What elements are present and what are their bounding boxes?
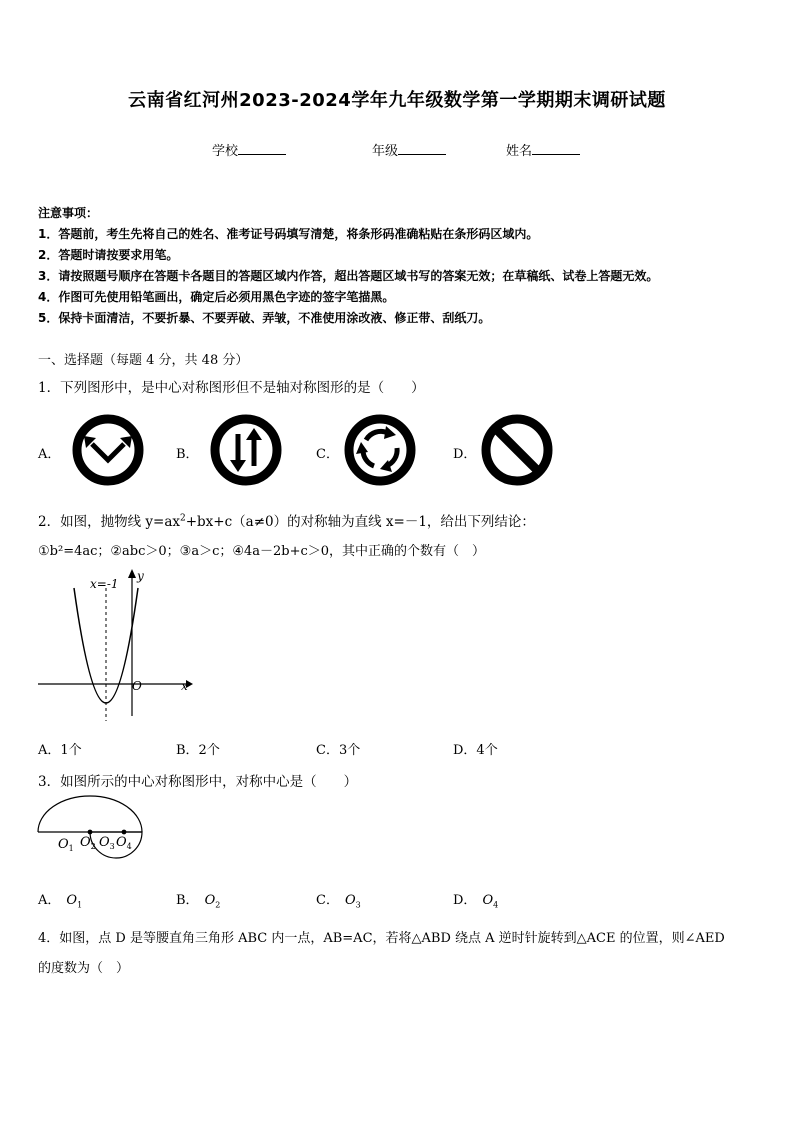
prohibition-sign-icon [481, 414, 553, 486]
option-sub: 4 [493, 900, 499, 910]
section-heading: 一、选择题（每题 4 分，共 48 分） [38, 353, 249, 368]
question-2-line-1 [38, 510, 535, 530]
q2-text-b: +bx+c（a≠0）的对称轴为直线 x=－1，给出下列结论： [185, 514, 535, 530]
notice-item: 3．请按照题号顺序在答题卡各题目的答题区域内作答，超出答题区域书写的答案无效；在草稿纸、试卷上答题无效。 [38, 269, 659, 283]
question-3: 3．如图所示的中心对称图形中，对称中心是（ ） [38, 774, 358, 790]
svg-text:O4 [116, 835, 132, 851]
q1-option-a[interactable]: A． [38, 447, 61, 462]
o2-label: O [80, 835, 91, 850]
q3-option-c[interactable] [316, 889, 361, 910]
q2-option-b[interactable]: B．2个 [176, 743, 220, 758]
y-label: y [137, 569, 144, 583]
notice-item: 1．答题前，考生先将自己的姓名、准考证号码填写清楚，将条形码准确粘贴在条形码区域内。 [38, 227, 539, 241]
option-point: O [482, 893, 494, 908]
page-title: 云南省红河州2023-2024学年九年级数学第一学期期末调研试题 [128, 90, 666, 111]
q2-option-a[interactable]: A．1个 [38, 743, 82, 758]
o3-sub: 3 [109, 842, 115, 851]
q1-option-b[interactable]: B． [176, 447, 199, 462]
o2-sub: 2 [90, 842, 96, 851]
notice-item: 4．作图可先使用铅笔画出，确定后必须用黑色字迹的签字笔描黑。 [38, 290, 395, 304]
y-axis-arrow [128, 569, 136, 578]
option-sub: 2 [215, 900, 221, 910]
point-o4 [122, 830, 127, 835]
q3-option-b[interactable] [176, 889, 220, 910]
o3-label: O [99, 835, 110, 850]
svg-text:O2 [80, 835, 96, 851]
o1-label: O [58, 837, 69, 852]
q2-option-c[interactable]: C．3个 [316, 743, 361, 758]
upper-semicircle [38, 796, 142, 832]
grade-field[interactable] [372, 140, 446, 159]
q1-option-c[interactable]: C． [316, 447, 339, 462]
school-field[interactable] [212, 140, 286, 159]
semicircle-figure [36, 794, 148, 864]
double-arrow-sign-icon [72, 414, 144, 486]
q2-superscript: 2 [179, 513, 186, 524]
option-label: B． [176, 893, 199, 908]
q2-option-d[interactable]: D．4个 [453, 743, 498, 758]
name-field[interactable] [506, 140, 580, 159]
point-o2 [88, 830, 93, 835]
option-label: D． [453, 893, 477, 908]
question-4-line-2: 的度数为（ ） [38, 961, 130, 976]
opposite-arrows-sign-icon [210, 414, 282, 486]
o4-label: O [116, 835, 127, 850]
o4-sub: 4 [126, 842, 132, 851]
svg-text:O3 [99, 835, 115, 851]
q1-option-d[interactable]: D． [453, 447, 477, 462]
question-1: 1．下列图形中，是中心对称图形但不是轴对称图形的是（ ） [38, 380, 425, 396]
question-2-line-2: ①b²=4ac；②abc＞0；③a＞c；④4a－2b+c＞0，其中正确的个数有（ ） [38, 544, 486, 559]
q2-text-a: 2．如图，抛物线 y=ax [38, 514, 180, 530]
o1-sub: 1 [68, 844, 74, 853]
svg-text:O1 [58, 837, 74, 853]
name-label: 姓名 [506, 144, 533, 159]
roundabout-sign-icon [344, 414, 416, 486]
notice-heading: 注意事项： [38, 206, 99, 220]
notice-item: 5．保持卡面清洁，不要折暴、不要弄破、弄皱，不准使用涂改液、修正带、刮纸刀。 [38, 311, 491, 325]
school-blank [238, 142, 286, 155]
option-sub: 1 [77, 900, 83, 910]
option-label: C． [316, 893, 339, 908]
question-4-line-1: 4．如图，点 D 是等腰直角三角形 ABC 内一点，AB=AC，若将△ABD 绕点 A 逆时针旋转到△ACE 的位置，则∠AED [38, 931, 725, 946]
notice-item: 2．答题时请按要求用笔。 [38, 248, 179, 262]
grade-label: 年级 [372, 144, 399, 159]
parabola-graph [36, 566, 196, 726]
name-blank [532, 142, 580, 155]
option-sub: 3 [355, 900, 361, 910]
x-label: x [181, 679, 188, 693]
grade-blank [398, 142, 446, 155]
school-label: 学校 [212, 144, 239, 159]
axis-label: x=-1 [90, 577, 119, 591]
option-point: O [344, 893, 356, 908]
q3-option-a[interactable] [38, 889, 82, 910]
option-label: A． [38, 893, 61, 908]
option-point: O [66, 893, 78, 908]
origin-label: O [132, 679, 142, 693]
q3-option-d[interactable] [453, 889, 498, 910]
option-point: O [204, 893, 216, 908]
